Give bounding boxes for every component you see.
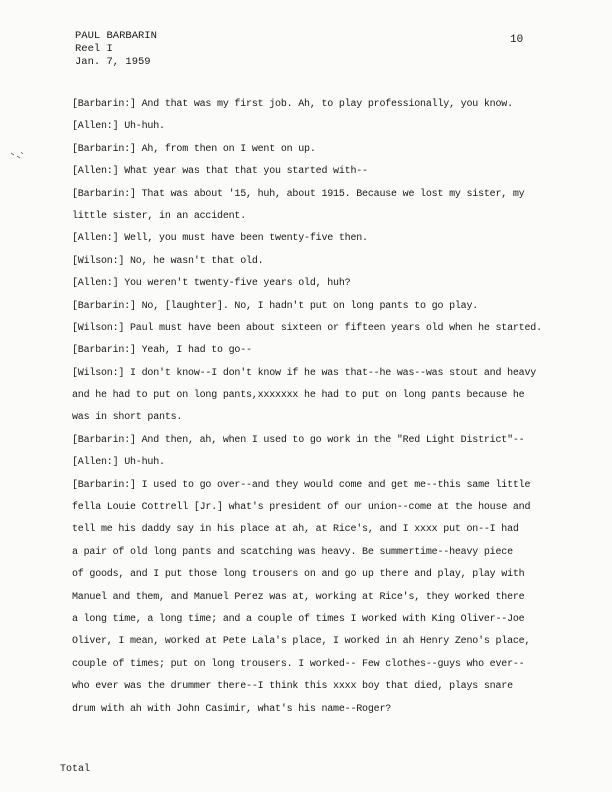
transcript-line: and he had to put on long pants,xxxxxxx he had to put on long pants because he	[72, 390, 525, 402]
transcript-line: a pair of old long pants and scatching was heavy. Be summertime--heavy piece	[72, 546, 513, 558]
transcript-line: [Allen:] Well, you must have been twenty-five then.	[72, 233, 368, 245]
transcript-line: [Wilson:] No, he wasn't that old.	[72, 255, 264, 267]
transcript-line: [Barbarin:] Ah, from then on I went on up.	[72, 143, 316, 155]
transcript-line: [Allen:] Uh-huh.	[72, 457, 165, 469]
header-date: Jan. 7, 1959	[75, 56, 151, 68]
document-header	[75, 30, 157, 69]
transcript-line: tell me his daddy say in his place at ah, at Rice's, and I xxxx put on--I had	[72, 524, 519, 536]
transcript-line: drum with ah with John Casimir, what's his name--Roger?	[72, 703, 392, 715]
header-name: PAUL BARBARIN	[75, 30, 157, 42]
transcript-line: [Wilson:] Paul must have been about sixteen or fifteen years old when he started.	[72, 322, 542, 334]
transcript-line: little sister, in an accident.	[72, 210, 247, 222]
transcript-line: [Allen:] You weren't twenty-five years old, huh?	[72, 278, 351, 290]
transcript-line: Oliver, I mean, worked at Pete Lala's place, I worked in ah Henry Zeno's place,	[72, 636, 531, 648]
stray-ink-mark	[10, 150, 24, 160]
transcript-line: [Barbarin:] No, [laughter]. No, I hadn't put on long pants to go play.	[72, 300, 479, 312]
transcript-line: [Allen:] What year was that that you started with--	[72, 166, 368, 178]
header-reel: Reel I	[75, 43, 113, 55]
page-number: 10	[510, 34, 524, 46]
transcript-line: [Wilson:] I don't know--I don't know if he was that--he was--was stout and heavy	[72, 367, 537, 379]
transcript-line: [Barbarin:] Yeah, I had to go--	[72, 345, 252, 357]
transcript-line: [Barbarin:] And then, ah, when I used to go work in the "Red Light District"--	[72, 434, 525, 446]
transcript-line: [Barbarin:] And that was my first job. Ah, to play professionally, you know.	[72, 99, 513, 110]
transcript-line: Manuel and them, and Manuel Perez was at, working at Rice's, they worked there	[72, 591, 525, 603]
transcript-line: was in short pants.	[72, 412, 183, 424]
footer-note: Total	[60, 764, 91, 775]
transcript-line: fella Louie Cottrell [Jr.] what's president of our union--come at the house and	[72, 502, 531, 514]
transcript-line: [Allen:] Uh-huh.	[72, 121, 165, 133]
transcript-line: [Barbarin:] I used to go over--and they would come and get me--this same little	[72, 479, 531, 491]
transcript-line: couple of times; put on long trousers. I worked-- Few clothes--guys who ever--	[72, 658, 525, 670]
transcript-line: a long time, a long time; and a couple of times I worked with King Oliver--Joe	[72, 613, 525, 625]
transcript-line: who ever was the drummer there--I think this xxxx boy that died, plays snare	[72, 681, 513, 693]
transcript-line: [Barbarin:] That was about '15, huh, about 1915. Because we lost my sister, my	[72, 188, 525, 200]
transcript-line: of goods, and I put those long trousers on and go up there and play, play with	[72, 569, 525, 581]
transcript-body	[72, 94, 572, 721]
